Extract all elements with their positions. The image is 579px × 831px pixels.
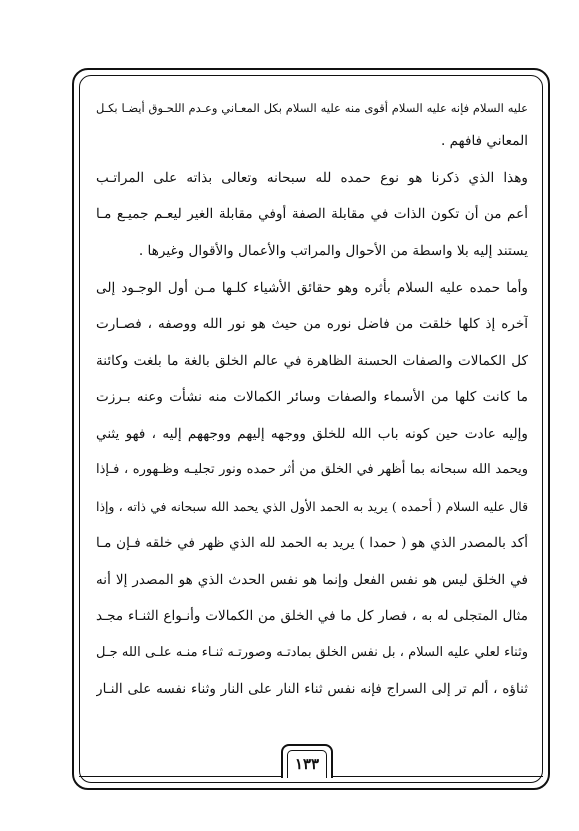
text-line: وثناء لعلي عليه السلام ، بل نفس الخلق بمادتـه وصورتـه ثنـاء منـه علـى الله جـل: [96, 645, 528, 660]
text-line: آخره إذ كلها خلقت من فاضل نوره من حيث هو نور الله ووصفه ، فصـارت: [96, 316, 528, 332]
text-line: كل الكمالات والصفات الحسنة الظاهرة في عالم الخلق بالغة ما بلغت وكائنة: [96, 353, 528, 369]
text-line: يستند إليه بلا واسطة من الأحوال والمراتب والأعمال والأقوال وغيرها .: [138, 243, 528, 259]
body-text: [96, 94, 528, 697]
text-line: ويحمد الله سبحانه بما أظهر في الخلق من أثر حمده ونور تجليـه وظـهوره ، فـإذا: [96, 462, 528, 477]
text-line: في الخلق ليس هو نفس الفعل وإنما هو نفس الحدث الذي هو المصدر إلا أنه: [96, 572, 528, 588]
text-line: وهذا الذي ذكرنا هو نوع حمده لله سبحانه وتعالى بذاته على المراتـب: [96, 170, 528, 186]
page-number: ١٣٣: [294, 755, 320, 773]
page-number-box: [281, 744, 333, 778]
text-line: ما كانت كلها من الأسماء والصفات وسائر الكمالات منه نشأت وعنه بـرزت: [96, 389, 528, 405]
text-line: المعاني فافهم .: [440, 133, 528, 149]
text-line: أكد بالمصدر الذي هو ( حمدا ) يريد به الحمد لله الذي ظهر في خلقه فـإن مـا: [96, 535, 528, 551]
text-line: أعم من أن تكون الذات في مقابلة الصفة أوفي مقابلة الغير ليعـم جميـع مـا: [96, 206, 528, 222]
text-line: ثناؤه ، ألم تر إلى السراج فإنه نفس ثناء النار على النار وثناء نفسه على النـار: [96, 681, 528, 697]
text-line: مثال المتجلى له به ، فصار كل ما في الخلق من الكمالات وأنـواع الثنـاء مجـد: [96, 608, 528, 624]
text-line: عليه السلام فإنه عليه السلام أقوى منه عليه السلام بكل المعـاني وعـدم اللحـوق أيضـا بكـل: [96, 101, 528, 115]
text-line: وأما حمده عليه السلام بأثره وهو حقائق الأشياء كلـها مـن أول الوجـود إلى: [96, 280, 528, 296]
text-line: وإليه عادت حين كونه باب الله للخلق ووجهه إليهم ووجههم إليه ، فهو يثني: [96, 426, 528, 442]
text-line: قال عليه السلام ( أحمده ) يريد به الحمد الأول الذي يحمد الله سبحانه في ذاته ، وإذا: [96, 499, 528, 514]
